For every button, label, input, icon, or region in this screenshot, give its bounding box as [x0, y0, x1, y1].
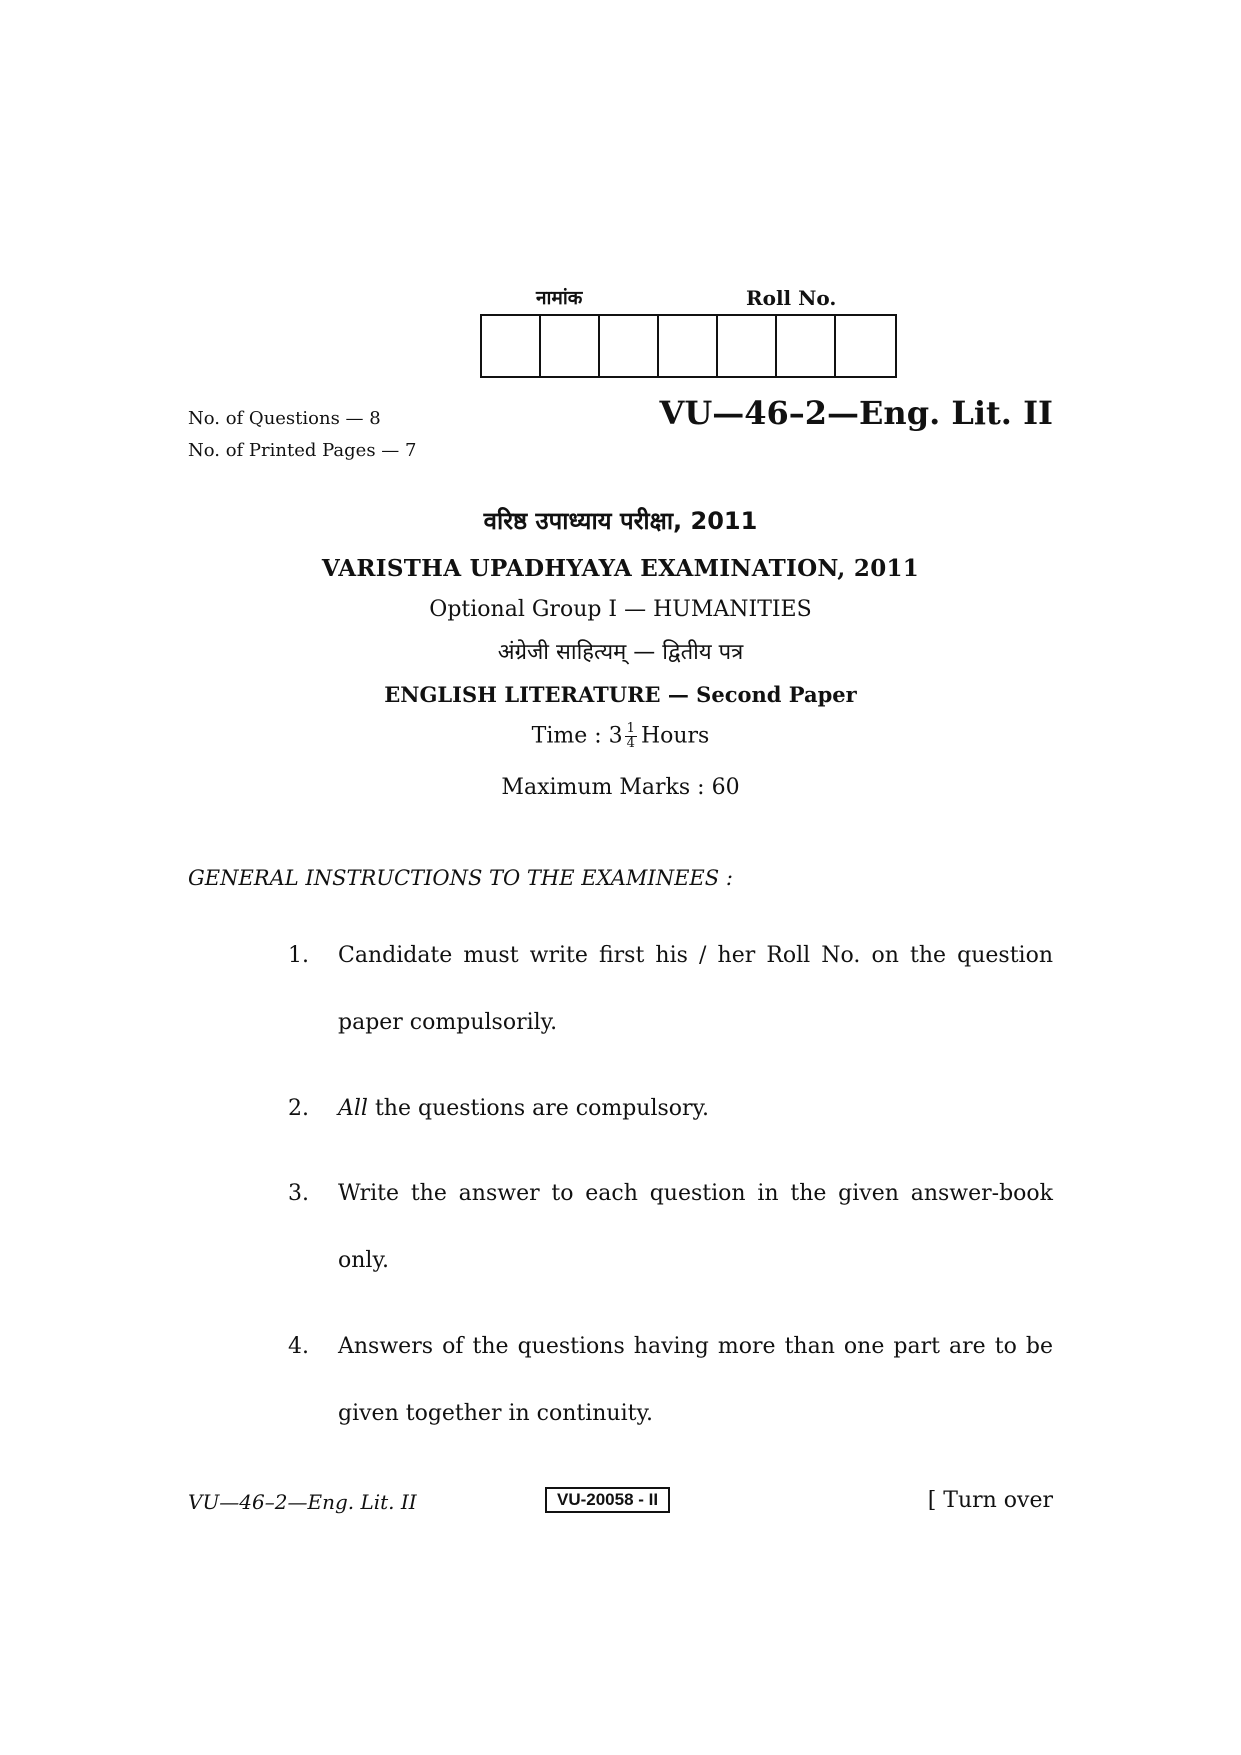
instruction-text: Write the answer to each question in the given answer-book only. — [338, 1181, 1053, 1273]
roll-digit-box[interactable] — [718, 316, 777, 376]
footer-paper-code: VU—46–2—Eng. Lit. II — [188, 1490, 417, 1514]
roll-label-hindi: नामांक — [536, 287, 583, 309]
roll-digit-box[interactable] — [659, 316, 718, 376]
roll-digit-box[interactable] — [836, 316, 895, 376]
time-label: Time : 3 — [531, 723, 623, 749]
roll-digit-box[interactable] — [600, 316, 659, 376]
instruction-text: Candidate must write first his / her Roll No. on the question paper compulsorily. — [338, 943, 1053, 1035]
subject-title-hindi: अंग्रेजी साहित्यम् — द्वितीय पत्र — [497, 640, 744, 665]
roll-digit-box[interactable] — [777, 316, 836, 376]
fraction-denominator: 4 — [626, 736, 635, 751]
footer-serial-code: VU-20058 - II — [545, 1487, 670, 1513]
paper-code: VU—46–2—Eng. Lit. II — [659, 394, 1053, 432]
number-of-printed-pages: No. of Printed Pages — 7 — [188, 440, 417, 461]
roll-digit-box[interactable] — [482, 316, 541, 376]
maximum-marks: Maximum Marks : 60 — [501, 775, 740, 800]
number-of-questions: No. of Questions — 8 — [188, 408, 381, 429]
instruction-emphasis: All — [338, 1096, 368, 1121]
optional-group: Optional Group I — HUMANITIES — [429, 597, 812, 622]
instruction-number: 1. — [288, 943, 309, 968]
time-fraction — [625, 722, 637, 751]
instruction-number: 3. — [288, 1181, 309, 1206]
fraction-numerator: 1 — [626, 721, 635, 736]
instruction-text — [338, 1075, 1053, 1142]
turn-over-note: [ Turn over — [927, 1488, 1053, 1513]
instruction-number: 2. — [288, 1096, 309, 1121]
roll-number-boxes — [480, 314, 897, 378]
exam-title-hindi: वरिष्ठ उपाध्याय परीक्षा, 2011 — [483, 507, 758, 535]
exam-time — [0, 722, 1241, 751]
instruction-text: Answers of the questions having more than one part are to be given together in continuity. — [338, 1334, 1053, 1426]
instructions-heading: GENERAL INSTRUCTIONS TO THE EXAMINEES : — [188, 866, 733, 890]
exam-title-english: VARISTHA UPADHYAYA EXAMINATION, 2011 — [321, 555, 920, 582]
roll-digit-box[interactable] — [541, 316, 600, 376]
time-unit: Hours — [640, 723, 710, 749]
roll-label-english: Roll No. — [746, 286, 837, 310]
instruction-number: 4. — [288, 1334, 309, 1359]
instruction-text-rest: the questions are compulsory. — [367, 1096, 710, 1121]
subject-title-english: ENGLISH LITERATURE — Second Paper — [384, 682, 857, 707]
